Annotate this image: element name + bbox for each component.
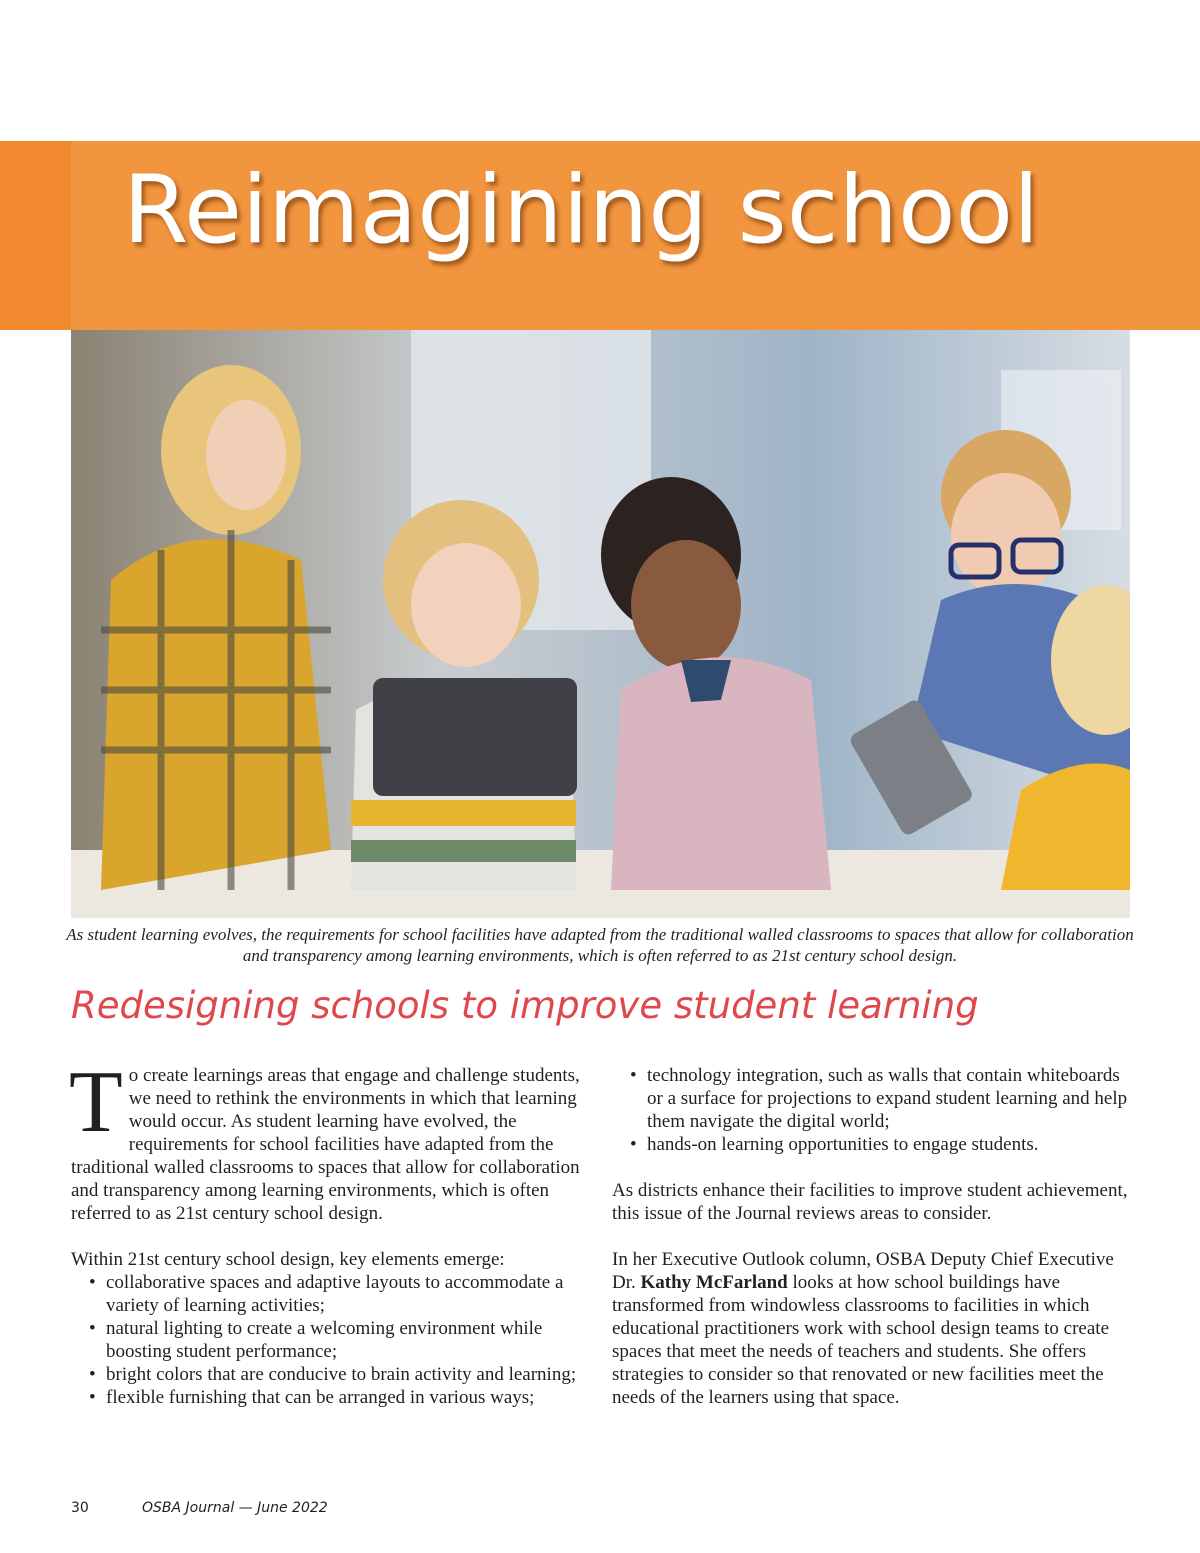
- outlook-paragraph: [612, 1248, 1137, 1409]
- intro-text: o create learnings areas that engage and challenge students, we need to rethink the environments in which that learning would occur. As student learning have evolved, the requirements for school facilities have adapted from the traditional walled classrooms to spaces that allow for collaboration and transparency among learning environments, which is often referred to as 21st century school design.: [71, 1065, 580, 1224]
- title-banner: [71, 141, 1200, 330]
- elements-list-continued: [612, 1064, 1137, 1156]
- list-item: • bright colors that are conducive to brain activity and learning;: [106, 1363, 591, 1386]
- left-column: [69, 1054, 591, 1409]
- outlook-text-start: In her Executive Outlook column, OSBA Deputy Chief Executive Dr.: [612, 1249, 1114, 1293]
- article-headline: Redesigning schools to improve student learning: [71, 984, 979, 1027]
- author-name: Kathy McFarland: [640, 1272, 788, 1293]
- list-item: • collaborative spaces and adaptive layouts to accommodate a variety of learning activities;: [106, 1271, 591, 1317]
- list-item: • technology integration, such as walls that contain whiteboards or a surface for projections to expand student learning and help them navigate the digital world;: [647, 1064, 1137, 1133]
- right-column: [612, 1064, 1137, 1409]
- elements-lead: Within 21st century school design, key elements emerge:: [71, 1249, 505, 1270]
- photo-caption: As student learning evolves, the requirements for school facilities have adapted from the traditional walled classrooms to spaces that allow for collaboration and transparency among learning environments, which is often referred to as 21st century school design.: [66, 925, 1134, 965]
- drop-cap: T: [69, 1054, 123, 1151]
- districts-paragraph: As districts enhance their facilities to improve student achievement, this issue of the Journal reviews areas to consider.: [612, 1180, 1128, 1224]
- intro-paragraph: [69, 1054, 591, 1225]
- page-footer: [71, 1500, 328, 1516]
- list-item: • hands-on learning opportunities to engage students.: [647, 1133, 1137, 1156]
- banner-accent-bar: [0, 141, 71, 330]
- list-item: • flexible furnishing that can be arranged in various ways;: [106, 1386, 591, 1409]
- elements-list: [71, 1271, 591, 1409]
- classroom-photo: [71, 330, 1130, 918]
- list-item: • natural lighting to create a welcoming environment while boosting student performance;: [106, 1317, 591, 1363]
- outlook-text-end: looks at how school buildings have transformed from windowless classrooms to facilities in which educational practitioners work with school design teams to create spaces that meet the needs of teachers and students. She offers strategies to consider so that renovated or new facilities meet the needs of the learners using that space.: [612, 1272, 1110, 1408]
- page-title: Reimagining school: [123, 156, 1040, 265]
- publication-name: OSBA Journal — June 2022: [142, 1500, 328, 1516]
- page-number: 30: [71, 1500, 89, 1516]
